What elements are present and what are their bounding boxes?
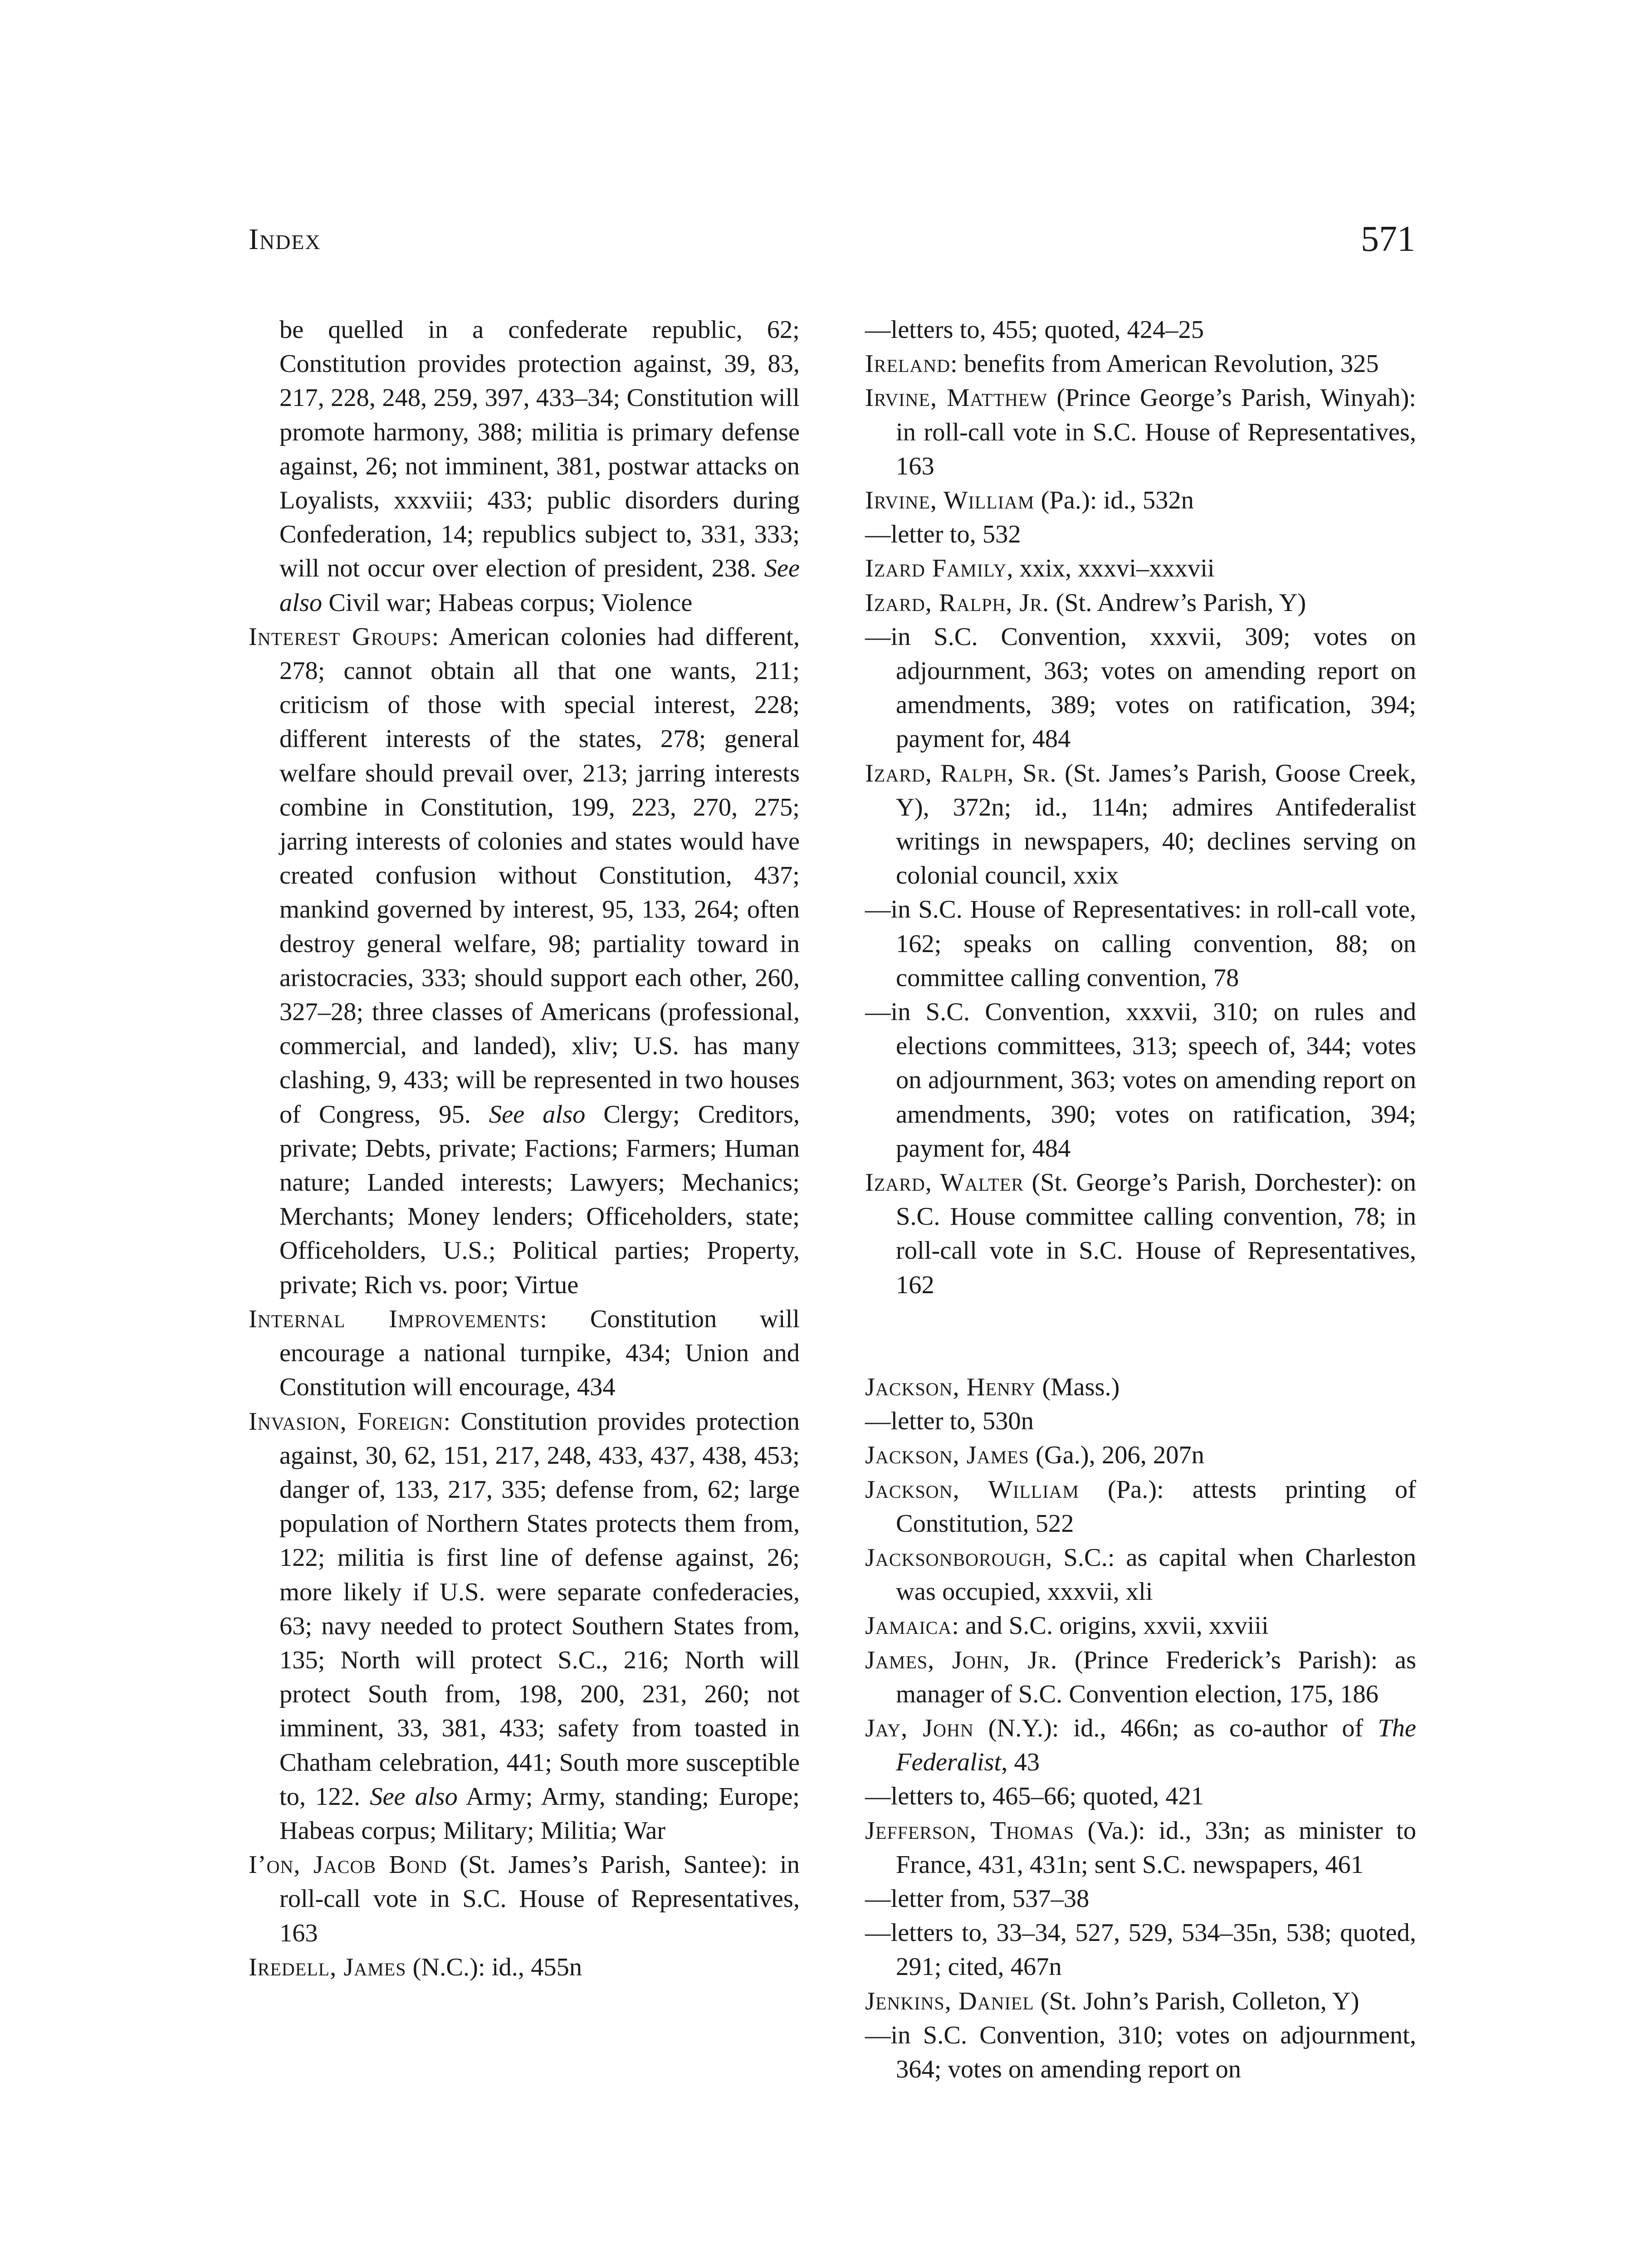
index-entry: Iredell, James (N.C.): id., 455n (249, 1953, 582, 1981)
entry-heading: Jefferson, Thomas (865, 1816, 1074, 1845)
index-entry: Jackson, William (Pa.): attests printing of Constitution, 522 (865, 1475, 1416, 1538)
index-entry-continuation: be quelled in a confederate republic, 62; Constitution provides protection against, 39, 83, 217, 228, 248, 259, 397, 433–34; Constitution will promote harmony, 388; militia is primary defense against, 26; not imminent, 381, postwar attacks on Loyalists, xxxviii; 433; public disorders during Confederation, 14; republics subject to, 331, 333; will not occur over election of president, 238. See also Civil war; Habeas corpus; Violence (279, 316, 800, 617)
entry-heading: I’on, Jacob Bond (249, 1851, 447, 1879)
index-subentry: —in S.C. Convention, 310; votes on adjournment, 364; votes on amending report on (865, 2021, 1416, 2083)
entry-heading: Izard, Walter (865, 1168, 1024, 1197)
index-entry: Jacksonborough, S.C.: as capital when Charleston was occupied, xxxvii, xli (865, 1543, 1416, 1606)
index-subentry: —letter to, 530n (865, 1407, 1034, 1436)
entry-heading: Iredell, James (249, 1953, 406, 1981)
entry-heading: Jay, John (865, 1714, 974, 1742)
entry-heading: Irvine, William (865, 486, 1035, 515)
entry-heading: Jamaica (865, 1612, 952, 1640)
index-entry: Jefferson, Thomas (Va.): id., 33n; as minister to France, 431, 431n; sent S.C. newspapers, 461 (865, 1816, 1416, 1879)
index-subentry: —letters to, 465–66; quoted, 421 (865, 1782, 1204, 1811)
entry-heading: Jacksonborough (865, 1543, 1046, 1572)
index-subentry: —in S.C. Convention, xxxvii, 310; on rules and elections committees, 313; speech of, 344; votes on adjournment, 363; votes on amending report on amendments, 390; votes on ratification, 394; payment for, 484 (865, 998, 1416, 1163)
index-entry: Izard, Ralph, Jr. (St. Andrew’s Parish, Y) (865, 588, 1306, 617)
index-subentry: —in S.C. Convention, xxxvii, 309; votes on adjournment, 363; votes on amending report on amendments, 389; votes on ratification, 394; payment for, 484 (865, 622, 1416, 753)
index-entry: Invasion, Foreign: Constitution provides protection against, 30, 62, 151, 217, 248, 433, 437, 438, 453; danger of, 133, 217, 335; defense from, 62; large population of Northern States protects them from, 122; militia is first line of defense against, 26; more likely if U.S. were separate confederacies, 63; navy needed to protect Southern States from, 135; North will protect S.C., 216; North will protect South from, 198, 200, 231, 260; not imminent, 33, 381, 433; safety from toasted in Chatham celebration, 441; South more susceptible to, 122. See also Army; Army, standing; Europe; Habeas corpus; Military; Militia; War (249, 1407, 800, 1845)
index-entry: Jenkins, Daniel (St. John’s Parish, Colleton, Y) (865, 1987, 1359, 2015)
entry-heading: Irvine, Matthew (865, 384, 1047, 412)
entry-heading: Izard Family (865, 554, 1007, 583)
entry-heading: Ireland (865, 350, 951, 378)
entry-heading: Internal Improvements (249, 1305, 540, 1333)
right-column (865, 313, 1416, 2087)
index-subentry: —letters to, 33–34, 527, 529, 534–35n, 538; quoted, 291; cited, 467n (865, 1919, 1416, 1981)
index-entry: Internal Improvements: Constitution will encourage a national turnpike, 434; Union and Constitution will encourage, 434 (249, 1305, 800, 1402)
entry-heading: Jackson, James (865, 1441, 1029, 1470)
index-subentry: —letters to, 455; quoted, 424–25 (865, 316, 1204, 344)
index-subentry: —letter from, 537–38 (865, 1884, 1090, 1913)
entry-heading: Jackson, Henry (865, 1373, 1036, 1401)
index-entry: Irvine, William (Pa.): id., 532n (865, 486, 1194, 515)
index-subentry: —in S.C. House of Representatives: in roll-call vote, 162; speaks on calling convention, 88; on committee calling convention, 78 (865, 895, 1416, 992)
entry-heading: Interest Groups (249, 622, 432, 651)
index-entry: Interest Groups: American colonies had different, 278; cannot obtain all that one wants, 211; criticism of those with special interest, 228; different interests of the states, 278; general welfare should prevail over, 213; jarring interests combine in Constitution, 199, 223, 270, 275; jarring interests of colonies and states would have created confusion without Constitution, 437; mankind governed by interest, 95, 133, 264; often destroy general welfare, 98; partiality toward in aristocracies, 333; should support each other, 260, 327–28; three classes of Americans (professional, commercial, and landed), xliv; U.S. has many clashing, 9, 433; will be represented in two houses of Congress, 95. See also Clergy; Creditors, private; Debts, private; Factions; Farmers; Human nature; Landed interests; Lawyers; Mechanics; Merchants; Money lenders; Officeholders, state; Officeholders, U.S.; Political parties; Property, private; Rich vs. poor; Virtue (249, 622, 800, 1299)
entry-heading: Izard, Ralph, Sr. (865, 759, 1057, 787)
page-number: 571 (1361, 219, 1415, 259)
index-entry: James, John, Jr. (Prince Frederick’s Parish): as manager of S.C. Convention election, 175, 186 (865, 1646, 1416, 1708)
index-entry: I’on, Jacob Bond (St. James’s Parish, Santee): in roll-call vote in S.C. House of Representatives, 163 (249, 1851, 800, 1947)
index-entry: Jackson, James (Ga.), 206, 207n (865, 1441, 1204, 1470)
index-entry: Izard, Ralph, Sr. (St. James’s Parish, Goose Creek, Y), 372n; id., 114n; admires Antifederalist writings in newspapers, 40; declines serving on colonial council, xxix (865, 759, 1416, 890)
index-entry: Izard, Walter (St. George’s Parish, Dorchester): on S.C. House committee calling convention, 78; in roll-call vote in S.C. House of Representatives, 162 (865, 1168, 1416, 1299)
index-entry: Jackson, Henry (Mass.) (865, 1373, 1120, 1401)
index-entry: Izard Family, xxix, xxxvi–xxxvii (865, 554, 1215, 583)
running-head: Index (249, 223, 321, 256)
index-entry: Irvine, Matthew (Prince George’s Parish, Winyah): in roll-call vote in S.C. House of Representatives, 163 (865, 384, 1416, 480)
entry-heading: Izard, Ralph, Jr. (865, 588, 1050, 617)
index-entry: Jamaica: and S.C. origins, xxvii, xxviii (865, 1612, 1269, 1640)
index-subentry: —letter to, 532 (865, 520, 1021, 549)
page-header (249, 219, 1415, 272)
index-entry: Ireland: benefits from American Revolution, 325 (865, 350, 1379, 378)
entry-heading: Jenkins, Daniel (865, 1987, 1034, 2015)
entry-heading: James, John, Jr. (865, 1646, 1058, 1674)
entry-heading: Invasion, Foreign (249, 1407, 444, 1436)
left-column (249, 313, 800, 1984)
entry-heading: Jackson, William (865, 1475, 1079, 1504)
index-entry: Jay, John (N.Y.): id., 466n; as co-author of The Federalist, 43 (865, 1714, 1416, 1777)
